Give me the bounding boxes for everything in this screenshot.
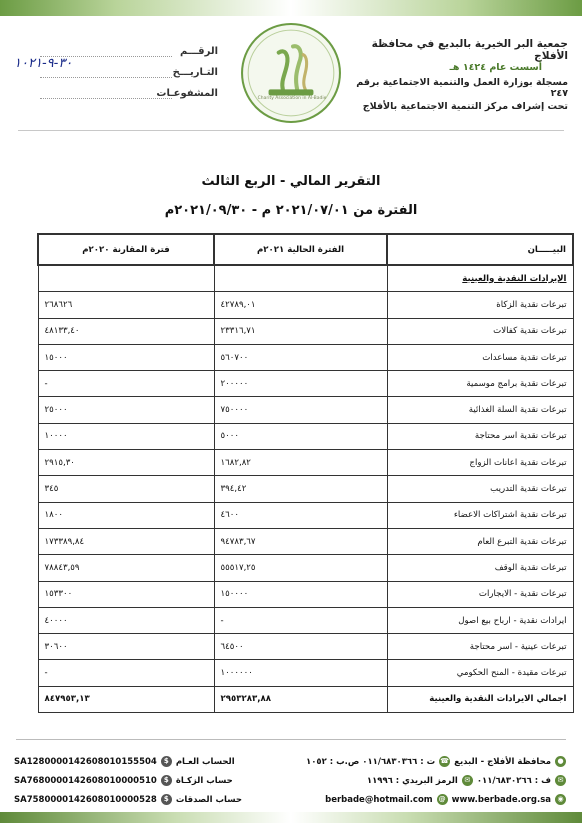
row-comparison-value: ٢٦٨٦٢٦ [38,292,214,318]
row-current-value: ١٥٠٠٠٠ [214,581,387,607]
row-current-value: ٥٥٥١٧,٢٥ [214,555,387,581]
bank-icon: $ [161,756,172,767]
row-current-value: - [214,607,387,633]
table-row [38,502,573,528]
total-comparison-value: ٨٤٧٩٥٣,١٣ [38,686,214,712]
row-label: تبرعات نقدية مساعدات [387,344,573,370]
address-text: محافظة الأفلاج - البديع [454,756,551,767]
row-comparison-value: ٧٨٨٤٣,٥٩ [38,555,214,581]
table-row [38,292,573,318]
table-row [38,476,573,502]
iban-value: SA7680000142608010000510 [14,775,157,786]
account-label: الحساب العـام [175,756,235,767]
account-label: حساب الصدقات [175,794,242,805]
bank-account-sadaqat [14,790,242,809]
attachments-label: المشفوعـات [156,88,218,99]
section-title: الإيرادات النقدية والعينية [387,265,573,292]
fax-icon: ✉ [555,775,566,786]
date-line [40,77,172,78]
row-comparison-value: - [38,660,214,686]
header-divider [18,130,564,131]
row-current-value: ٢٠٠٠٠٠ [214,371,387,397]
row-current-value: ٢٣٣١٦,٧١ [214,318,387,344]
row-comparison-value: ٤٨١٣٣,٤٠ [38,318,214,344]
logo-caption: Charity Association in Al-Badie [257,96,327,101]
row-current-value: ٩٤٧٨٣,٦٧ [214,528,387,554]
row-label: تبرعات عينية - اسر محتاجة [387,634,573,660]
email-link[interactable]: berbade@hotmail.com [325,794,433,805]
supervision-text: تحت إشراف مركز التنمية الاجتماعية بالأفلاج [362,101,568,112]
bank-account-zakat [14,771,242,790]
table-row [38,318,573,344]
row-comparison-value: ٣٠٦٠٠ [38,634,214,660]
attachments-field [18,86,218,107]
footer-divider [16,739,566,740]
report-title: التقرير المالي - الربع الثالث [201,174,381,189]
row-current-value: ٥٠٠٠ [214,423,387,449]
phone-icon: ☎ [440,757,449,765]
date-label: التـاريـــخ [172,67,218,78]
founded-text: أسست عام ١٤٢٤ هـ [449,62,542,73]
row-label: تبرعات نقدية - الايجارات [387,581,573,607]
phone-text: ت : ٠١١/٦٨٣٠٣٦٦ ص.ب : ١٠٥٢ [306,756,436,767]
column-header-current: الفترة الحالية ٢٠٢١م [214,234,387,265]
total-current-value: ٢٩٥٣٢٨٣,٨٨ [214,686,387,712]
row-label: ايرادات نقدية - ارباح بيع اصول [387,607,573,633]
contact-row-fax [306,771,566,790]
iban-value: SA7580000142608010000528 [14,794,157,805]
row-comparison-value: ٤٠٠٠٠ [38,607,214,633]
row-comparison-value: ١٥٠٠٠ [38,344,214,370]
report-period: الفترة من ٢٠٢١/٠٧/٠١ م - ٢٠٢١/٠٩/٣٠م [164,203,418,218]
row-current-value: ٥٦٠٧٠٠ [214,344,387,370]
total-label: اجمالي الايرادات النقدية والعينية [387,686,573,712]
footer-decoration [0,812,582,823]
row-current-value: ٣٩٤,٤٢ [214,476,387,502]
table-row [38,528,573,554]
table-row [38,555,573,581]
website-link[interactable]: www.berbade.org.sa [451,794,551,805]
table-header-row [38,234,573,265]
row-comparison-value: ٣٤٥ [38,476,214,502]
document-fields [18,44,218,107]
row-comparison-value: - [38,371,214,397]
financial-table [37,233,574,713]
row-current-value: ١٦٨٢,٨٢ [214,450,387,476]
location-icon: ● [555,756,566,767]
row-comparison-value: ٢٥٠٠٠ [38,397,214,423]
row-label: تبرعات نقدية كفالات [387,318,573,344]
number-label: الرقـــم [179,46,218,57]
contact-info [306,752,566,809]
table-row [38,660,573,686]
table-row [38,397,573,423]
web-icon: ◉ [555,794,566,805]
email-icon: @ [438,795,446,803]
table-row [38,371,573,397]
bank-icon: $ [161,775,172,786]
organization-name: جمعية البر الخيرية بالبديع في محافظة الأفلاج [371,38,568,62]
row-label: تبرعات نقدية برامج موسمية [387,371,573,397]
registration-text: مسجلة بوزارة العمل والتنمية الاجتماعية برقم ٢٤٧ [356,77,568,99]
row-label: تبرعات نقدية اشتراكات الاعضاء [387,502,573,528]
table-row [38,344,573,370]
bank-account-general [14,752,242,771]
table-row [38,450,573,476]
organization-block [353,38,568,112]
row-comparison-value: ١٧٣٣٨٩,٨٤ [38,528,214,554]
row-label: تبرعات نقدية السلة الغذائية [387,397,573,423]
handwritten-date: ٣٠-٩-١٠٢١ [14,56,73,71]
row-current-value: ٦٤٥٠٠ [214,634,387,660]
fax-text: ف : ٠١١/٦٨٣٠٢٦٦ [476,775,551,786]
table-row [38,607,573,633]
column-header-label: البيـــــان [387,234,573,265]
row-label: تبرعات نقدية الزكاة [387,292,573,318]
contact-row-web [306,790,566,809]
row-current-value: ٧٥٠٠٠٠ [214,397,387,423]
row-current-value: ٤٢٧٨٩,٠١ [214,292,387,318]
postal-text: الرمز البريدي : ١١٩٩٦ [366,775,458,786]
row-label: تبرعات نقدية التبرع العام [387,528,573,554]
row-comparison-value: ١٠٠٠٠ [38,423,214,449]
contact-row-address [306,752,566,771]
section-row [38,265,573,292]
iban-value: SA1280000142608010155504 [14,756,157,767]
row-label: تبرعات نقدية اسر محتاجة [387,423,573,449]
table-row [38,423,573,449]
row-label: تبرعات نقدية اعانات الزواج [387,450,573,476]
row-current-value: ١٠٠٠٠٠٠ [214,660,387,686]
total-row [38,686,573,712]
organization-logo [240,22,342,124]
account-label: حساب الزكـاة [175,775,233,786]
row-label: تبرعات نقدية الوقف [387,555,573,581]
row-comparison-value: ١٥٣٣٠٠ [38,581,214,607]
row-comparison-value: ٢٩١٥,٣٠ [38,450,214,476]
table-row [38,634,573,660]
row-current-value: ٤٦٠٠ [214,502,387,528]
row-label: تبرعات مقيدة - المنح الحكومي [387,660,573,686]
bank-accounts [14,752,242,809]
row-comparison-value: ١٨٠٠ [38,502,214,528]
bank-icon: $ [161,794,172,805]
postal-icon: ✉ [462,775,473,786]
header-decoration [0,0,582,16]
table-row [38,581,573,607]
attachments-line [40,98,172,99]
row-label: تبرعات نقدية التدريب [387,476,573,502]
column-header-comparison: فترة المقارنة ٢٠٢٠م [38,234,214,265]
